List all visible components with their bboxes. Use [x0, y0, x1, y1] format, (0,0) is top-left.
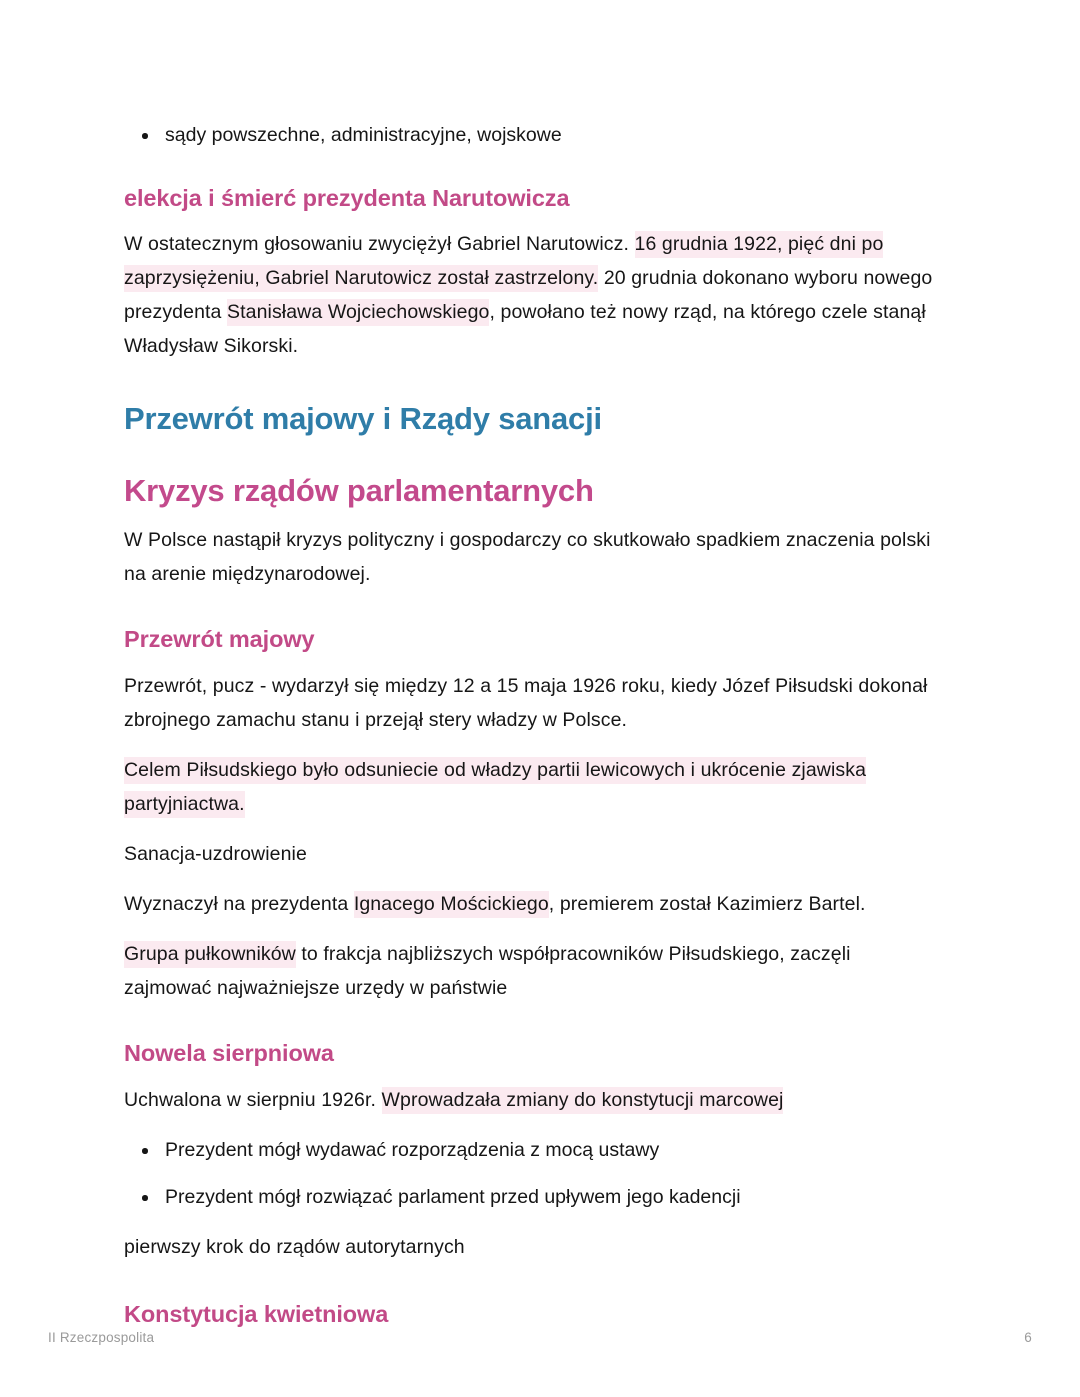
list-item-label: sądy powszechne, administracyjne, wojskowe — [165, 124, 562, 146]
text-segment: , premierem został Kazimierz Bartel. — [548, 893, 866, 915]
paragraph-sanacja-uzdrowienie: Sanacja-uzdrowienie — [124, 843, 307, 865]
heading-przewrot-majowy: Przewrót majowy — [124, 626, 315, 652]
text-segment: , powołano też nowy rząd, na którego czele stanął Władysław Sikorski. — [124, 301, 926, 357]
highlight-konstytucja-marcowa: Wprowadzała zmiany do konstytucji marcowej — [382, 1087, 784, 1114]
paragraph-grupa-pulkownikow — [124, 937, 942, 1005]
paragraph-przewrot-opis: Przewrót, pucz - wydarzył się między 12 a 15 maja 1926 roku, kiedy Józef Piłsudski dokonał zbrojnego zamachu stanu i przejął stery władzy w Polsce. — [124, 675, 928, 731]
list-nowela-zmiany — [124, 1133, 942, 1214]
paragraph-celem-pilsudskiego — [124, 753, 942, 821]
highlight-narutowicz-death: 16 grudnia 1922, pięć dni po zaprzysiężeniu, Gabriel Narutowicz został zastrzelony. — [124, 231, 883, 292]
list-item-label: Prezydent mógł wydawać rozporządzenia z mocą ustawy — [165, 1139, 660, 1161]
list-item — [124, 1180, 942, 1214]
heading-przewrot-majowy-rzady-sanacji: Przewrót majowy i Rządy sanacji — [124, 401, 602, 436]
paragraph-pierwszy-krok: pierwszy krok do rządów autorytarnych — [124, 1236, 465, 1258]
text-segment: 20 grudnia dokonano wyboru nowego prezydenta — [124, 267, 933, 323]
paragraph-wyznaczyl-prezydenta — [124, 887, 942, 921]
paragraph-elekcja — [124, 227, 942, 363]
highlight-celem-pilsudskiego: Celem Piłsudskiego było odsuniecie od władzy partii lewicowych i ukrócenie zjawiska partyjniactwa. — [124, 757, 866, 818]
paragraph-nowela-opis — [124, 1083, 942, 1117]
paragraph-kryzys: W Polsce nastąpił kryzys polityczny i gospodarczy co skutkowało spadkiem znaczenia polski na arenie międzynarodowej. — [124, 529, 931, 585]
list-item — [124, 118, 942, 152]
page-footer — [48, 1330, 1032, 1345]
footer-document-title: II Rzeczpospolita — [48, 1330, 155, 1345]
text-segment: W ostatecznym głosowaniu zwyciężył Gabriel Narutowicz. — [124, 233, 635, 255]
text-segment: Wyznaczył na prezydenta — [124, 893, 354, 915]
heading-elekcja-smierc-narutowicza: elekcja i śmierć prezydenta Narutowicza — [124, 185, 570, 211]
heading-konstytucja-kwietniowa: Konstytucja kwietniowa — [124, 1301, 389, 1327]
highlight-wojciechowski: Stanisława Wojciechowskiego — [227, 299, 489, 326]
text-segment: to frakcja najbliższych współpracowników Piłsudskiego, zaczęli zajmować najważniejsze urzędy w państwie — [124, 943, 851, 999]
text-segment: Uchwalona w sierpniu 1926r. — [124, 1089, 382, 1111]
document-content — [124, 118, 942, 1330]
list-item-label: Prezydent mógł rozwiązać parlament przed upływem jego kadencji — [165, 1186, 741, 1208]
list-sady — [124, 118, 942, 152]
heading-nowela-sierpniowa: Nowela sierpniowa — [124, 1040, 334, 1066]
heading-kryzys-rzadow-parlamentarnych: Kryzys rządów parlamentarnych — [124, 473, 594, 508]
highlight-grupa-pulkownikow: Grupa pułkowników — [124, 941, 296, 968]
highlight-ignacy-moscicki: Ignacego Mościckiego — [354, 891, 549, 918]
list-item — [124, 1133, 942, 1167]
footer-page-number: 6 — [1024, 1330, 1032, 1345]
